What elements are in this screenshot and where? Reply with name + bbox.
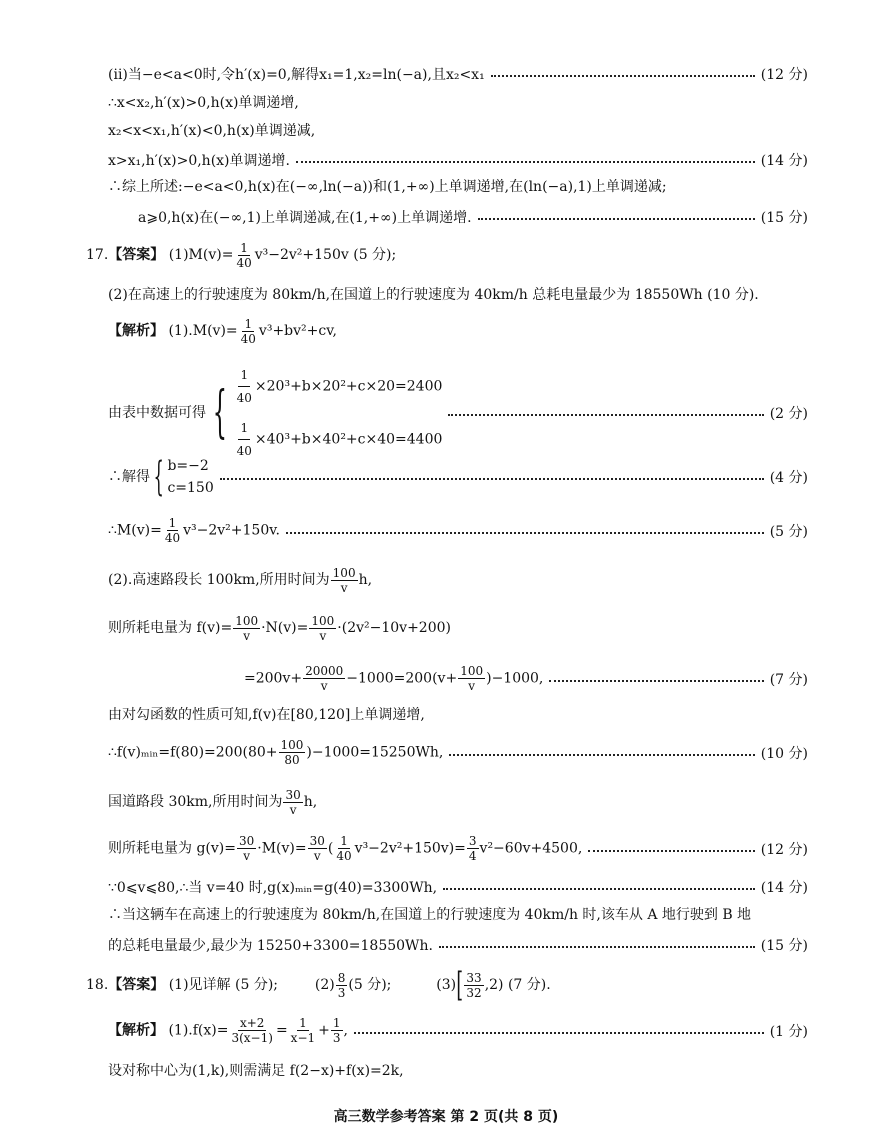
q17-road-min: ∵0⩽v⩽80,∴当 v=40 时,g(x)ₘᵢₙ=g(40)=3300Wh, (14 分) [108, 877, 808, 897]
score: (10 分) [760, 745, 808, 762]
q16-line-4: x>x₁,h′(x)>0,h(x)单调递增. (14 分) [108, 150, 808, 170]
leader-dots [448, 414, 763, 416]
leader-dots [588, 850, 754, 852]
q17-result-m: ∴M(v)= $\frac{1}{40}$ v³−2v²+150v. (5 分) [108, 516, 808, 545]
leader-dots [491, 75, 755, 77]
score: (5 分) [769, 523, 808, 540]
q17-conclusion-2: 的总耗电量最少,最少为 15250+3300=18550Wh. (15 分) [108, 935, 808, 955]
q18-answer: 18.【答案】 (1)见详解 (5 分); (2) $\frac{8}{3}$ (5 分); (3)[ $\frac{33}{32}$ ,2) (7 分). [86, 965, 551, 1005]
q17-answer-2: (2)在高速上的行驶速度为 80km/h,在国道上的行驶速度为 40km/h 总耗电量最少为 18550Wh (10 分). [108, 287, 759, 303]
q17-analysis-1: 【解析】 (1).M(v)= $\frac{1}{40}$ v³+bv²+cv, [108, 316, 337, 346]
q16-line-6: a⩾0,h(x)在(−∞,1)上单调递减,在(1,+∞)上单调递增. (15 分) [138, 207, 808, 227]
q17-conclusion-1: ∴当这辆车在高速上的行驶速度为 80km/h,在国道上的行驶速度为 40km/h 时,该车从 A 地行驶到 B 地 [108, 907, 752, 923]
fraction: $\frac{1}{40}$ [240, 316, 256, 346]
q17-highway-min: ∴f(v)ₘᵢₙ=f(80)=200(80+ $\frac{100}{80}$ )−1000=15250Wh, (10 分) [108, 738, 808, 767]
q17-monotonic: 由对勾函数的性质可知,f(v)在[80,120]上单调递增, [108, 707, 425, 723]
q17-highway-time: (2).高速路段长 100km,所用时间为 $\frac{100}{v}$ h, [108, 565, 373, 595]
leader-dots [296, 161, 755, 163]
leader-dots [354, 1032, 764, 1034]
score: (4 分) [769, 470, 808, 486]
score: (2 分) [769, 406, 808, 422]
q16-line-2: ∴x<x₂,h′(x)>0,h(x)单调递增, [108, 95, 299, 111]
leader-dots [286, 532, 764, 534]
score: (14 分) [760, 880, 808, 896]
analysis-tag: 【解析】 [108, 323, 164, 339]
q18-analysis-2: 设对称中心为(1,k),则需满足 f(2−x)+f(x)=2k, [108, 1063, 404, 1079]
analysis-tag: 【解析】 [108, 1022, 164, 1039]
q17-highway-simplify: =200v+ $\frac{20000}{v}$ −1000=200(v+ $\frac{100}{v}$ )−1000, (7 分) [244, 664, 808, 693]
leader-dots [443, 888, 755, 890]
score: (14 分) [760, 153, 808, 169]
leader-dots [449, 754, 754, 756]
score: (15 分) [760, 938, 808, 954]
leader-dots [549, 680, 763, 682]
leader-dots [220, 478, 764, 480]
page-footer: 高三数学参考答案 第 2 页(共 8 页) [333, 1109, 559, 1125]
q17-highway-energy: 则所耗电量为 f(v)= $\frac{100}{v}$ ·N(v)= $\frac{100}{v}$ ·(2v²−10v+200) [108, 613, 451, 643]
q17-answer-1: 17.【答案】 (1)M(v)= $\frac{1}{40}$ v³−2v²+150v (5 分); [86, 240, 397, 270]
q17-road-time: 国道路段 30km,所用时间为 $\frac{30}{v}$ h, [108, 787, 318, 817]
score: (15 分) [760, 210, 808, 226]
answer-tag: 【答案】 [108, 977, 165, 993]
score: (1 分) [769, 1023, 808, 1040]
q18-analysis-1: 【解析】 (1).f(x)= $\frac{x+2}{3(x-1)}$ = $\frac{1}{x-1}$ + $\frac{1}{3}$ , (1 分) [108, 1016, 808, 1045]
fraction: $\frac{1}{40}$ [236, 240, 252, 270]
q16-line-1: (ⅱ)当−e<a<0时,令h′(x)=0,解得x₁=1,x₂=ln(−a),且x₂<x₁ (12 分) [108, 64, 808, 84]
question-number: 18. [86, 977, 109, 993]
leader-dots [478, 218, 755, 220]
q17-system-equations: 由表中数据可得 { $\frac{1}{40}$ ×20³+b×20²+c×20=2400 $\frac{1}{40}$ ×40³+b×40²+c×40=4400 (2 分) [108, 364, 808, 462]
leader-dots [439, 946, 755, 948]
q17-road-energy: 则所耗电量为 g(v)= $\frac{30}{v}$ ·M(v)= $\frac{30}{v}$ ( $\frac{1}{40}$ v³−2v²+150v)= $\frac{3}{4}$ v²−60v+4500, (12 分) [108, 834, 808, 863]
score: (7 分) [769, 671, 808, 688]
q16-line-3: x₂<x<x₁,h′(x)<0,h(x)单调递减, [108, 123, 316, 139]
q17-solve: ∴解得{ b=−2 c=150 (4 分) [108, 454, 808, 500]
score: (12 分) [760, 841, 808, 858]
question-number: 17. [86, 247, 109, 263]
q16-line-5: ∴综上所述:−e<a<0,h(x)在(−∞,ln(−a))和(1,+∞)上单调递增,在(ln(−a),1)上单调递减; [108, 179, 667, 195]
answer-tag: 【答案】 [108, 247, 165, 263]
score: (12 分) [760, 67, 808, 83]
